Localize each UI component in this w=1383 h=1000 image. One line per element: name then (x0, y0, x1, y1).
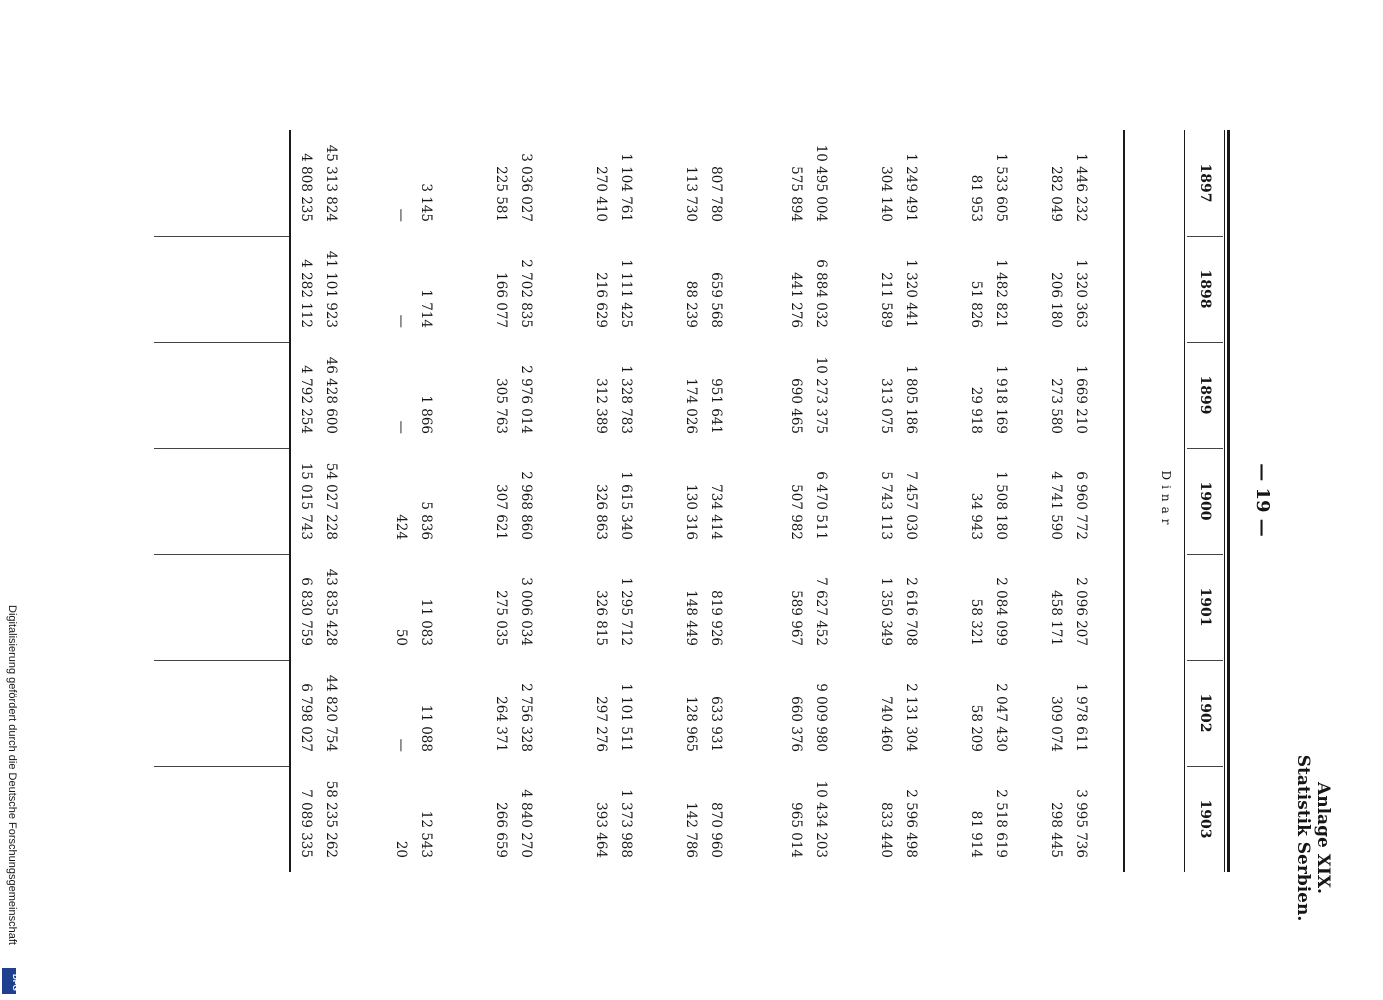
value-cell: 309 074 (1048, 696, 1064, 752)
value-cell: 46 428 600 (323, 356, 339, 434)
value-cell: 166 077 (493, 272, 509, 328)
value-cell: 15 015 743 (298, 462, 314, 540)
value-cell: 148 449 (683, 590, 699, 646)
dfg-credit (6, 605, 18, 995)
page-number: — 19 — (1252, 463, 1273, 537)
value-cell: 1 446 232 (1073, 153, 1089, 222)
value-cell: 1 295 712 (618, 577, 634, 646)
value-cell: 2 616 708 (903, 577, 919, 646)
value-cell: 1 104 761 (618, 153, 634, 222)
value-cell: 734 414 (708, 484, 724, 540)
value-cell: — (393, 738, 409, 752)
year-header-row (1187, 130, 1223, 872)
value-cell: 20 (393, 840, 409, 858)
year-header-1901: 1901 (1197, 587, 1213, 627)
value-cell: 1 866 (418, 395, 434, 434)
value-cell: 11 088 (418, 704, 434, 752)
total-column-separator (154, 448, 289, 449)
value-cell: 211 589 (878, 272, 894, 328)
value-cell: 690 465 (788, 378, 804, 434)
value-cell: 833 440 (878, 802, 894, 858)
value-cell: 266 659 (493, 802, 509, 858)
value-cell: 2 702 835 (518, 259, 534, 328)
value-cell: 9 009 980 (813, 683, 829, 752)
value-cell: 1 111 425 (618, 259, 634, 328)
value-cell: — (393, 314, 409, 328)
dfg-logo-text: DFG (11, 974, 20, 991)
value-cell: 5 836 (418, 501, 434, 540)
value-cell: 307 621 (493, 484, 509, 540)
total-rule (289, 130, 291, 872)
value-cell: 2 518 619 (993, 789, 1009, 858)
value-cell: 44 820 754 (323, 674, 339, 752)
value-cell: 2 756 328 (518, 683, 534, 752)
value-cell: 1 805 186 (903, 365, 919, 434)
value-cell: 1 373 988 (618, 789, 634, 858)
value-cell: 3 145 (418, 183, 434, 222)
value-cell: 1 320 363 (1073, 259, 1089, 328)
year-header-1902: 1902 (1197, 693, 1213, 733)
year-header-1897: 1897 (1197, 163, 1213, 203)
unit-rule (1123, 130, 1125, 872)
value-cell: 951 641 (708, 378, 724, 434)
value-cell: — (393, 420, 409, 434)
value-cell: 4 840 270 (518, 789, 534, 858)
value-cell: 298 445 (1048, 802, 1064, 858)
value-cell: 1 533 605 (993, 153, 1009, 222)
value-cell: 6 470 511 (813, 471, 829, 540)
value-cell: 43 835 428 (323, 568, 339, 646)
dfg-logo (2, 968, 20, 994)
value-cell: 633 931 (708, 696, 724, 752)
total-column-separator (154, 660, 289, 661)
value-cell: 12 543 (418, 810, 434, 858)
value-cell: 575 894 (788, 166, 804, 222)
value-cell: 312 389 (593, 378, 609, 434)
dfg-credit-text: Digitalisierung gefördert durch die Deutsche Forschungsgemeinschaft (6, 605, 18, 945)
value-cell: 965 014 (788, 802, 804, 858)
value-cell: 4 282 112 (298, 259, 314, 328)
value-cell: 10 495 004 (813, 144, 829, 222)
value-cell: 1 714 (418, 289, 434, 328)
value-cell: 58 209 (968, 704, 984, 752)
appendix-label: Anlage XIX. (1313, 782, 1333, 894)
value-cell: 1 669 210 (1073, 365, 1089, 434)
value-cell: 819 926 (708, 590, 724, 646)
value-cell: 2 084 099 (993, 577, 1009, 646)
value-cell: 1 249 491 (903, 153, 919, 222)
year-rule (1184, 130, 1185, 872)
value-cell: 2 596 498 (903, 789, 919, 858)
value-cell: 326 815 (593, 590, 609, 646)
value-cell: 1 350 349 (878, 577, 894, 646)
value-cell: 174 026 (683, 378, 699, 434)
year-separator (1187, 554, 1223, 555)
value-cell: 7 627 452 (813, 577, 829, 646)
value-cell: 1 918 169 (993, 365, 1009, 434)
total-column-separator (154, 236, 289, 237)
value-cell: 216 629 (593, 272, 609, 328)
value-cell: 1 328 783 (618, 365, 634, 434)
value-cell: 11 083 (418, 598, 434, 646)
value-cell: 6 830 759 (298, 577, 314, 646)
appendix-title: Statistik Serbien. (1293, 754, 1313, 922)
value-cell: 740 460 (878, 696, 894, 752)
value-cell: 7 089 335 (298, 789, 314, 858)
value-cell: 659 568 (708, 272, 724, 328)
value-cell: 4 741 590 (1048, 471, 1064, 540)
top-rule (1227, 130, 1230, 872)
value-cell: 305 763 (493, 378, 509, 434)
value-cell: 10 273 375 (813, 356, 829, 434)
value-cell: 1 978 611 (1073, 683, 1089, 752)
value-cell: 142 786 (683, 802, 699, 858)
value-cell: 458 171 (1048, 590, 1064, 646)
year-separator (1187, 766, 1223, 767)
value-cell: 34 943 (968, 492, 984, 540)
top-rule-thin (1224, 130, 1225, 872)
year-separator (1187, 448, 1223, 449)
value-cell: 660 376 (788, 696, 804, 752)
total-column-separator (154, 554, 289, 555)
year-header-1900: 1900 (1197, 481, 1213, 521)
year-separator (1187, 342, 1223, 343)
value-cell: 88 239 (683, 280, 699, 328)
appendix-heading (1293, 718, 1333, 958)
value-cell: 507 982 (788, 484, 804, 540)
value-cell: 41 101 923 (323, 250, 339, 328)
value-cell: 225 581 (493, 166, 509, 222)
value-cell: 1 482 821 (993, 259, 1009, 328)
value-cell: 807 780 (708, 166, 724, 222)
value-cell: 6 884 032 (813, 259, 829, 328)
value-cell: 5 743 113 (878, 471, 894, 540)
value-cell: 81 914 (968, 810, 984, 858)
value-cell: 58 321 (968, 598, 984, 646)
unit-label: Dinar (1159, 470, 1173, 530)
value-cell: 589 967 (788, 590, 804, 646)
value-cell: 326 863 (593, 484, 609, 540)
value-cell: — (393, 208, 409, 222)
value-cell: 393 464 (593, 802, 609, 858)
value-cell: 2 047 430 (993, 683, 1009, 752)
value-cell: 313 075 (878, 378, 894, 434)
value-cell: 29 918 (968, 386, 984, 434)
year-header-1899: 1899 (1197, 375, 1213, 415)
value-cell: 1 101 511 (618, 683, 634, 752)
value-cell: 3 995 736 (1073, 789, 1089, 858)
total-column-separator (154, 342, 289, 343)
value-cell: 282 049 (1048, 166, 1064, 222)
value-cell: 1 320 441 (903, 259, 919, 328)
year-separator (1187, 236, 1223, 237)
value-cell: 2 968 860 (518, 471, 534, 540)
value-cell: 130 316 (683, 484, 699, 540)
year-header-1898: 1898 (1197, 269, 1213, 309)
value-cell: 7 457 030 (903, 471, 919, 540)
value-cell: 3 006 034 (518, 577, 534, 646)
value-cell: 50 (393, 628, 409, 646)
value-cell: 3 036 027 (518, 153, 534, 222)
value-cell: 297 276 (593, 696, 609, 752)
total-column-separator (154, 766, 289, 767)
value-cell: 6 798 027 (298, 683, 314, 752)
value-cell: 45 313 824 (323, 144, 339, 222)
value-cell: 4 792 254 (298, 365, 314, 434)
value-cell: 441 276 (788, 272, 804, 328)
value-cell: 51 826 (968, 280, 984, 328)
value-cell: 113 730 (683, 166, 699, 222)
value-cell: 270 410 (593, 166, 609, 222)
value-cell: 58 235 262 (323, 780, 339, 858)
value-cell: 81 953 (968, 174, 984, 222)
value-cell: 273 580 (1048, 378, 1064, 434)
value-cell: 870 960 (708, 802, 724, 858)
value-cell: 2 131 304 (903, 683, 919, 752)
value-cell: 2 096 207 (1073, 577, 1089, 646)
value-cell: 206 180 (1048, 272, 1064, 328)
value-cell: 54 027 228 (323, 462, 339, 540)
value-cell: 6 960 772 (1073, 471, 1089, 540)
value-cell: 1 508 180 (993, 471, 1009, 540)
value-cell: 2 976 014 (518, 365, 534, 434)
value-cell: 10 434 203 (813, 780, 829, 858)
value-cell: 275 035 (493, 590, 509, 646)
value-cell: 304 140 (878, 166, 894, 222)
year-separator (1187, 660, 1223, 661)
value-cell: 1 615 340 (618, 471, 634, 540)
value-cell: 264 371 (493, 696, 509, 752)
value-cell: 128 965 (683, 696, 699, 752)
value-cell: 424 (393, 514, 409, 540)
year-header-1903: 1903 (1197, 799, 1213, 839)
value-cell: 4 808 235 (298, 153, 314, 222)
